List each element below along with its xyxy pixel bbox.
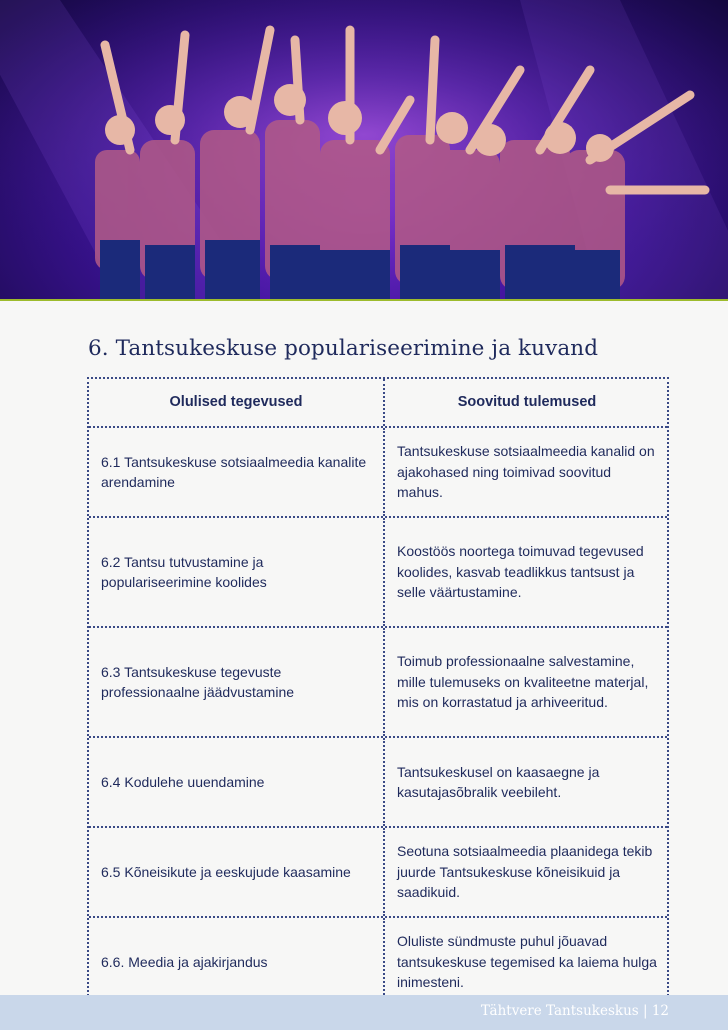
activity-cell: 6.4 Kodulehe uuendamine [89, 738, 385, 826]
hero-accent-line [0, 299, 728, 301]
dance-group-illustration [0, 0, 728, 299]
result-cell: Koostöös noortega toimuvad tegevused koolides, kasvab teadlikkus tantsust ja selle väärtustamine. [397, 543, 644, 601]
result-cell: Seotuna sotsiaalmeedia plaanidega tekib juurde Tantsukeskuse kõneisikuid ja saadikuid. [397, 843, 653, 901]
page-footer [0, 995, 728, 1030]
section-title: 6. Tantsukeskuse populariseerimine ja kuvand [88, 336, 599, 361]
activities-table [87, 377, 669, 1008]
result-cell: Toimub professionaalne salvestamine, mille tulemuseks on kvaliteetne materjal, mis on korrastatud ja arhiveeritud. [397, 653, 649, 711]
result-cell: Oluliste sündmuste puhul jõuavad tantsukeskuse tegemised ka laiema hulga inimesteni. [397, 933, 657, 991]
activity-cell: 6.3 Tantsukeskuse tegevuste professionaalne jäädvustamine [89, 628, 385, 736]
table-row [89, 516, 667, 626]
footer-page-label: Tähtvere Tantsukeskus | 12 [480, 1003, 669, 1019]
table-row [89, 426, 667, 516]
activity-cell: 6.1 Tantsukeskuse sotsiaalmeedia kanalite arendamine [89, 428, 385, 516]
activity-cell: 6.5 Kõneisikute ja eeskujude kaasamine [89, 828, 385, 916]
header-activities: Olulised tegevused [89, 379, 385, 426]
table-row [89, 736, 667, 826]
table-row [89, 826, 667, 916]
header-results: Soovitud tulemused [457, 394, 597, 411]
table-row [89, 626, 667, 736]
hero-photo [0, 0, 728, 299]
activity-cell: 6.2 Tantsu tutvustamine ja populariseerimine koolides [89, 518, 385, 626]
result-cell: Tantsukeskuse sotsiaalmeedia kanalid on ajakohased ning toimivad soovitud mahus. [397, 443, 655, 501]
result-cell: Tantsukeskusel on kaasaegne ja kasutajasõbralik veebileht. [397, 763, 600, 800]
table-row [89, 916, 667, 1006]
table-header-row [89, 379, 667, 426]
activity-cell: 6.6. Meedia ja ajakirjandus [89, 918, 385, 1006]
